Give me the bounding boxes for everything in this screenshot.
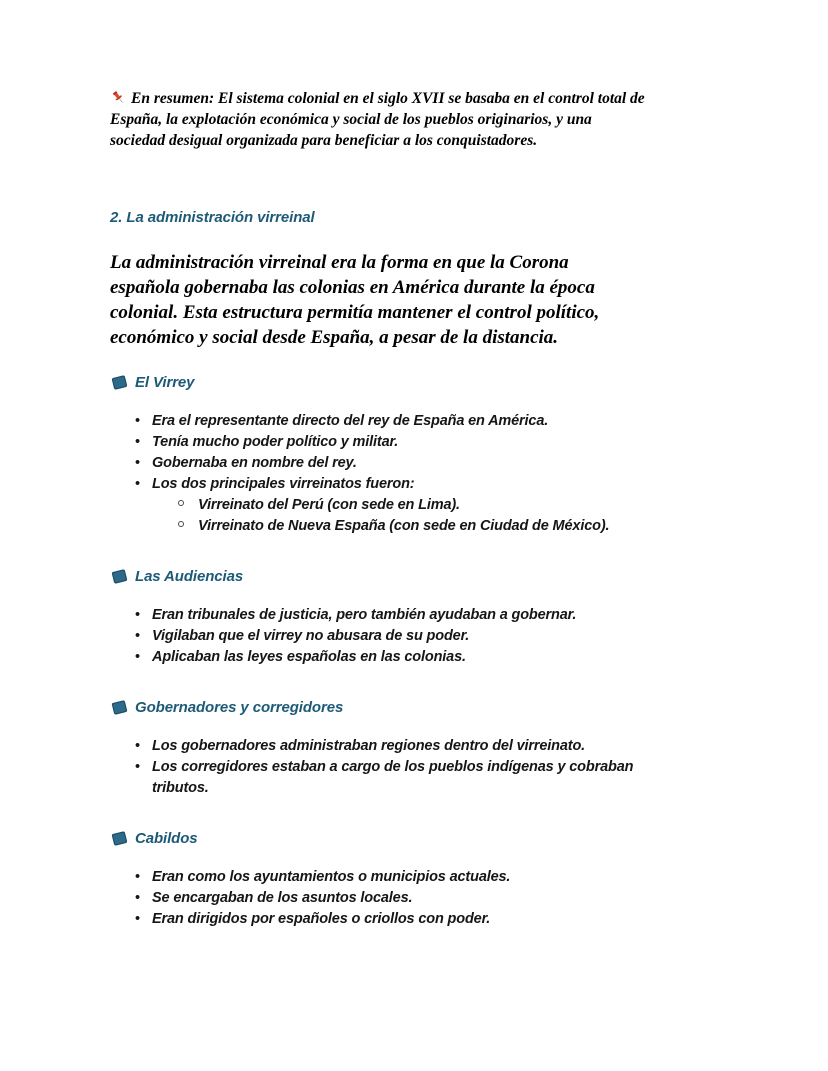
- bullet-marker: •: [135, 607, 140, 623]
- subheading-el-virrey: [110, 373, 650, 392]
- circle-bullet-icon: [178, 500, 184, 506]
- sub-list-item-text: Virreinato del Perú (con sede en Lima).: [198, 497, 460, 513]
- bullet-marker: •: [135, 649, 140, 665]
- bullet-list-gobernadores: [110, 736, 650, 799]
- list-item-text: Gobernaba en nombre del rey.: [152, 455, 357, 471]
- pushpin-icon: [110, 90, 127, 105]
- list-item-text: Los dos principales virreinatos fueron:: [152, 476, 415, 492]
- blue-diamond-icon: [110, 373, 129, 392]
- list-item-text: Vigilaban que el virrey no abusara de su poder.: [152, 628, 470, 644]
- summary-text: En resumen: El sistema colonial en el siglo XVII se basaba en el control total de España, la explotación económica y social de los pueblos originarios, y una sociedad desigual organizada para beneficiar a los conquistadores.: [110, 90, 645, 149]
- list-item-text: Los gobernadores administraban regiones dentro del virreinato.: [152, 738, 586, 754]
- list-item-text: Tenía mucho poder político y militar.: [152, 434, 399, 450]
- bullet-marker: •: [135, 628, 140, 644]
- list-item: [110, 888, 662, 909]
- blue-diamond-icon: [110, 698, 129, 717]
- bullet-marker: •: [135, 759, 140, 775]
- document-content: [110, 88, 650, 930]
- subheading-cabildos: [110, 829, 650, 848]
- section-heading: 2. La administración virreinal: [110, 209, 315, 226]
- bullet-marker: •: [135, 476, 140, 492]
- blue-diamond-icon: [110, 829, 129, 848]
- list-item: [110, 867, 662, 888]
- subheading-las-audiencias: [110, 567, 650, 586]
- bullet-marker: •: [135, 890, 140, 906]
- list-item: [110, 757, 662, 799]
- list-item-text: Eran tribunales de justicia, pero también ayudaban a gobernar.: [152, 607, 577, 623]
- bullet-marker: •: [135, 738, 140, 754]
- bullet-list-las-audiencias: [110, 605, 650, 668]
- list-item: [110, 736, 662, 757]
- section-intro-paragraph: La administración virreinal era la forma en que la Corona española gobernaba las colonias en América durante la época colonial. Esta estructura permitía mantener el control político, económico y social desde España, a pesar de la distancia.: [110, 252, 600, 348]
- sub-list-item: [152, 495, 668, 516]
- list-item: [110, 605, 662, 626]
- subheading-gobernadores-y-corregidores: [110, 698, 650, 717]
- list-item-text: Eran dirigidos por españoles o criollos con poder.: [152, 911, 491, 927]
- list-item-text: Era el representante directo del rey de España en América.: [152, 413, 549, 429]
- bullet-marker: •: [135, 455, 140, 471]
- sub-bullet-list-virreinatos: [152, 495, 650, 537]
- list-item: [110, 432, 650, 453]
- list-item: [110, 474, 650, 537]
- subheading-label: Las Audiencias: [135, 568, 244, 585]
- subheading-label: Gobernadores y corregidores: [135, 699, 344, 716]
- subheading-label: El Virrey: [135, 374, 195, 391]
- list-item-text: Eran como los ayuntamientos o municipios actuales.: [152, 869, 511, 885]
- list-item: [110, 909, 662, 930]
- list-item: [110, 626, 662, 647]
- list-item: [110, 647, 662, 668]
- list-item: [110, 453, 650, 474]
- sub-list-item-text: Virreinato de Nueva España (con sede en Ciudad de México).: [198, 518, 610, 534]
- bullet-list-cabildos: [110, 867, 650, 930]
- blue-diamond-icon: [110, 567, 129, 586]
- bullet-list-el-virrey: [110, 411, 650, 537]
- bullet-marker: •: [135, 869, 140, 885]
- subheading-label: Cabildos: [135, 830, 198, 847]
- list-item-text: Aplicaban las leyes españolas en las colonias.: [152, 649, 466, 665]
- bullet-marker: •: [135, 911, 140, 927]
- list-item: [110, 411, 650, 432]
- list-item-text: Los corregidores estaban a cargo de los pueblos indígenas y cobraban tributos.: [152, 759, 634, 796]
- summary-paragraph: [110, 88, 645, 151]
- circle-bullet-icon: [178, 521, 184, 527]
- bullet-marker: •: [135, 413, 140, 429]
- bullet-marker: •: [135, 434, 140, 450]
- list-item-text: Se encargaban de los asuntos locales.: [152, 890, 413, 906]
- sub-list-item: [152, 516, 668, 537]
